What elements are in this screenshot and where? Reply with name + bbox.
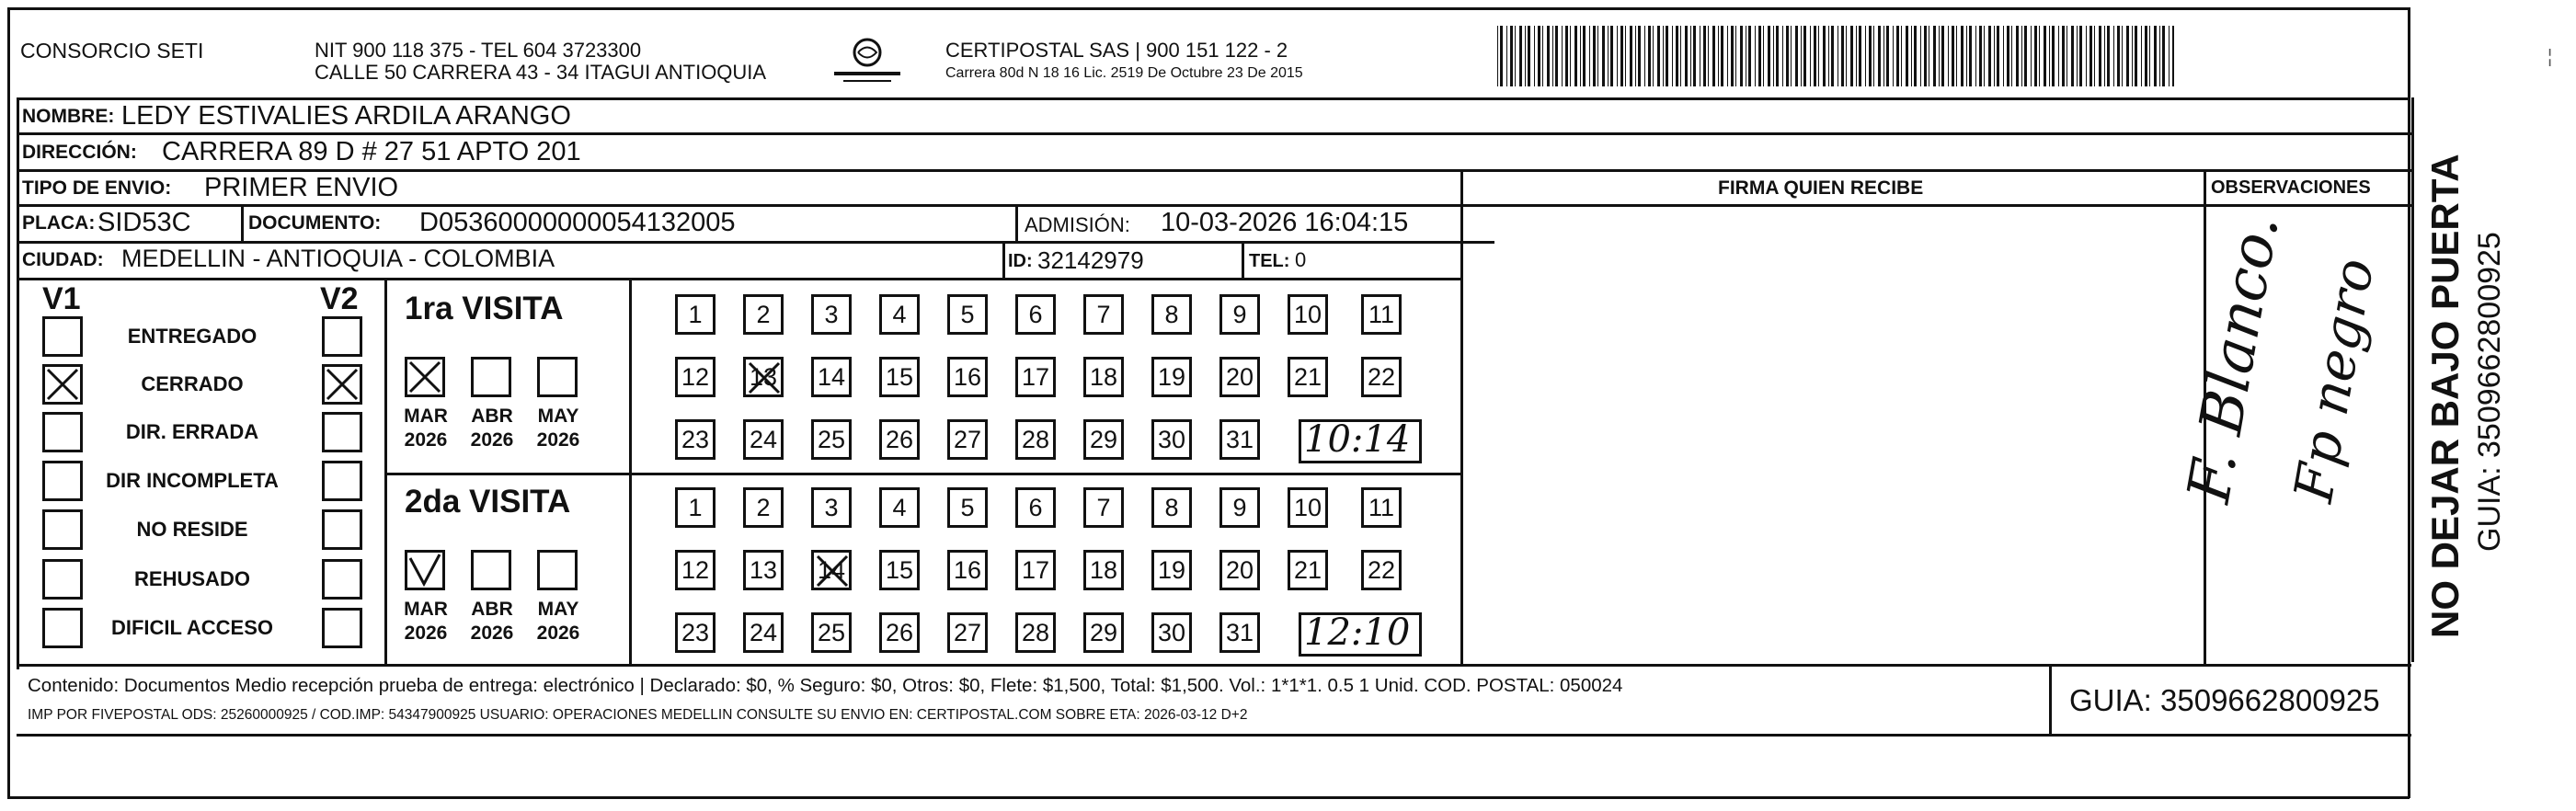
placa-value: SID53C [97,208,191,237]
col-admision-divider [1015,204,1018,241]
nombre-label: NOMBRE: [22,106,115,127]
visit-day-cell[interactable]: 23 [675,612,716,653]
visit-day-cell[interactable]: 22 [1361,357,1402,397]
direccion-label: DIRECCIÓN: [22,142,137,163]
observation-line-2: Fp negro [2282,253,2387,507]
visit-day-cell[interactable]: 3 [811,487,852,528]
visit-day-cell[interactable]: 19 [1151,357,1192,397]
visit-day-cell[interactable]: 23 [675,419,716,460]
col-tel-divider [1242,241,1244,278]
visit-year-label: 2026 [536,429,580,451]
visit-month-label: ABR [471,406,513,427]
sender-nit: NIT 900 118 375 - TEL 604 3723300 [315,39,642,62]
visit-day-cell[interactable]: 21 [1288,550,1328,590]
visit-day-cell[interactable]: 8 [1151,294,1192,335]
visit-day-cell[interactable]: 4 [879,294,920,335]
footer-guia: GUIA: 3509662800925 [2069,683,2380,717]
visit-day-cell[interactable]: 29 [1083,419,1124,460]
col-guia-divider [2049,664,2052,734]
placa-label: PLACA: [22,212,96,234]
visit-day-cell[interactable]: 27 [947,612,988,653]
row-line-2 [17,169,2411,172]
sender-address: CALLE 50 CARRERA 43 - 34 ITAGUI ANTIOQUIA [315,61,767,84]
visit-day-cell[interactable]: 17 [1015,357,1056,397]
visit-day-cell[interactable]: 26 [879,419,920,460]
visit-time: 10:14 [1304,418,1411,461]
visit-day-cell[interactable]: 7 [1083,487,1124,528]
direccion-value: CARRERA 89 D # 27 51 APTO 201 [162,137,581,166]
visit-month-checkbox[interactable] [471,550,511,590]
footer-imp: IMP POR FIVEPOSTAL ODS: 25260000925 / COD.IMP: 54347900925 USUARIO: OPERACIONES MEDELLIN CONSULTE SU ENVIO EN: CERTIPOSTAL.COM SOBRE ETA: 2026-03-12 D+2 [28,707,1248,723]
scan-mark: ¦ [2547,47,2553,67]
visit-day-cell[interactable]: 13 [743,550,784,590]
status-label: NO RESIDE [136,518,248,541]
visit-day-cell[interactable]: 13 [743,357,784,397]
visit-month-checkbox[interactable] [537,357,578,397]
visit-day-cell[interactable]: 21 [1288,357,1328,397]
visit-year-label: 2026 [470,623,514,644]
tel-value: 0 [1295,248,1307,271]
visit-day-cell[interactable]: 28 [1015,612,1056,653]
row-line-5 [1462,241,1494,244]
status-label: REHUSADO [134,567,250,590]
outer-left-border [7,7,10,798]
footer-top-line [17,664,2411,667]
visit-day-cell[interactable]: 26 [879,612,920,653]
tel-label: TEL: [1249,251,1290,271]
row-line-4 [17,241,1462,244]
visit-month-label: MAR [404,406,448,427]
visit-day-cell[interactable]: 11 [1361,487,1402,528]
firma-header: FIRMA QUIEN RECIBE [1718,177,1924,199]
visit-day-cell[interactable]: 29 [1083,612,1124,653]
visit-day-cell[interactable]: 28 [1015,419,1056,460]
status-label: CERRADO [141,372,244,395]
row-line-3 [17,204,2411,207]
visit-day-cell[interactable]: 18 [1083,550,1124,590]
admision-label: ADMISIÓN: [1025,213,1130,236]
status-label: DIR. ERRADA [125,420,259,443]
visit-day-cell[interactable]: 22 [1361,550,1402,590]
visit-title: 2da VISITA [405,484,571,520]
col-id-divider [1002,241,1005,278]
visit-day-cell[interactable]: 4 [879,487,920,528]
visit-month-checkbox[interactable] [471,357,511,397]
visit-day-cell[interactable]: 31 [1219,419,1260,460]
outer-top-border [7,7,2410,10]
visit-separator [386,473,1460,475]
ciudad-value: MEDELLIN - ANTIOQUIA - COLOMBIA [121,245,555,272]
barcode [1497,26,2176,88]
visit-day-cell[interactable]: 18 [1083,357,1124,397]
visit-day-cell[interactable]: 12 [675,550,716,590]
sender-name: CONSORCIO SETI [20,39,204,63]
visit-day-cell[interactable]: 5 [947,294,988,335]
status-label: ENTREGADO [127,325,258,348]
visit-day-cell[interactable]: 8 [1151,487,1192,528]
footer-bottom-line [17,734,2411,737]
col-status-divider [384,278,387,664]
visit-day-cell[interactable]: 9 [1219,487,1260,528]
observaciones-header: OBSERVACIONES [2211,177,2371,198]
row-line-1 [17,132,2411,135]
visit-year-label: 2026 [404,429,448,451]
footer-contenido: Contenido: Documentos Medio recepción prueba de entrega: electrónico | Declarado: $0, % Seguro: $0, Otros: $0, Flete: $1,500, Total: $1,500. Vol.: 1*1*1. 0.5 1 Unid. COD. POSTAL: 050024 [28,675,1623,696]
documento-label: DOCUMENTO: [248,212,382,234]
nombre-value: LEDY ESTIVALIES ARDILA ARANGO [121,101,571,131]
carrier-name: CERTIPOSTAL SAS | 900 151 122 - 2 [945,39,1288,62]
visit-year-label: 2026 [404,623,448,644]
visit-day-mark [747,360,782,400]
visit-day-cell[interactable]: 16 [947,357,988,397]
visit-day-cell[interactable]: 27 [947,419,988,460]
observation-handwriting [2175,210,2410,653]
certipostal-logo [830,37,904,88]
visit-day-cell[interactable]: 3 [811,294,852,335]
visit-year-label: 2026 [536,623,580,644]
visit-day-cell[interactable]: 20 [1219,550,1260,590]
visit-day-cell[interactable]: 9 [1219,294,1260,335]
visit-day-cell[interactable]: 31 [1219,612,1260,653]
id-label: ID: [1008,251,1033,271]
visit-day-cell[interactable]: 30 [1151,612,1192,653]
visit-day-cell[interactable]: 14 [811,550,852,590]
visit-month-label: MAR [404,599,448,620]
visit-day-cell[interactable]: 14 [811,357,852,397]
visit-day-cell[interactable]: 17 [1015,550,1056,590]
visit-title: 1ra VISITA [405,291,564,326]
tipo-value: PRIMER ENVIO [204,173,399,202]
outer-bottom-border [7,796,2410,799]
col-firma-left [1460,169,1463,666]
visit-day-cell[interactable]: 2 [743,294,784,335]
visit-month-label: MAY [537,599,579,620]
visit-day-cell[interactable]: 10 [1288,294,1328,335]
visit-day-cell[interactable]: 2 [743,487,784,528]
carrier-license: Carrera 80d N 18 16 Lic. 2519 De Octubre 23 De 2015 [945,65,1303,81]
visit-day-cell[interactable]: 30 [1151,419,1192,460]
visit-day-cell[interactable]: 16 [947,550,988,590]
visit-day-cell[interactable]: 6 [1015,294,1056,335]
visit-day-cell[interactable]: 1 [675,487,716,528]
side-guia: GUIA: 3509662800925 [2472,232,2507,552]
visit-day-cell[interactable]: 20 [1219,357,1260,397]
id-value: 32142979 [1037,246,1144,274]
visit-month-label: ABR [471,599,513,620]
visit-month-checkbox[interactable] [537,550,578,590]
visit-day-cell[interactable]: 25 [811,419,852,460]
admision-value: 10-03-2026 16:04:15 [1161,208,1409,237]
visit-day-cell[interactable]: 5 [947,487,988,528]
visit-day-mark [815,554,850,593]
visit-day-cell[interactable]: 15 [879,357,920,397]
ciudad-label: CIUDAD: [22,249,104,270]
visit-day-cell[interactable]: 24 [743,419,784,460]
visit-day-cell[interactable]: 6 [1015,487,1056,528]
visit-day-cell[interactable]: 25 [811,612,852,653]
visit-year-label: 2026 [470,429,514,451]
visit-day-cell[interactable]: 19 [1151,550,1192,590]
visit-day-cell[interactable]: 12 [675,357,716,397]
visit-time: 12:10 [1304,611,1411,654]
status-label: DIR INCOMPLETA [106,469,279,492]
col-placa-divider [241,204,244,241]
visit-month-checkbox[interactable] [405,550,445,590]
tipo-label: TIPO DE ENVIO: [22,177,172,199]
visit-month-label: MAY [537,406,579,427]
form-right-border [2411,97,2414,662]
visit-day-cell[interactable]: 11 [1361,294,1402,335]
visit-day-cell[interactable]: 7 [1083,294,1124,335]
form-top-border [17,97,2408,100]
v2-header: V2 [320,281,359,316]
status-label: DIFICIL ACCESO [110,616,273,639]
visit-month-checkbox[interactable] [405,357,445,397]
v1-header: V1 [42,281,81,316]
visit-day-cell[interactable]: 1 [675,294,716,335]
visit-day-cell[interactable]: 15 [879,550,920,590]
side-warning: NO DEJAR BAJO PUERTA [2423,154,2467,638]
observation-line-1: F. Blanco. [2175,210,2293,508]
col-visit-divider [629,278,632,664]
visit-day-cell[interactable]: 10 [1288,487,1328,528]
visit-day-cell[interactable]: 24 [743,612,784,653]
documento-value: D05360000000054132005 [419,208,736,237]
row-line-6 [17,278,1462,280]
